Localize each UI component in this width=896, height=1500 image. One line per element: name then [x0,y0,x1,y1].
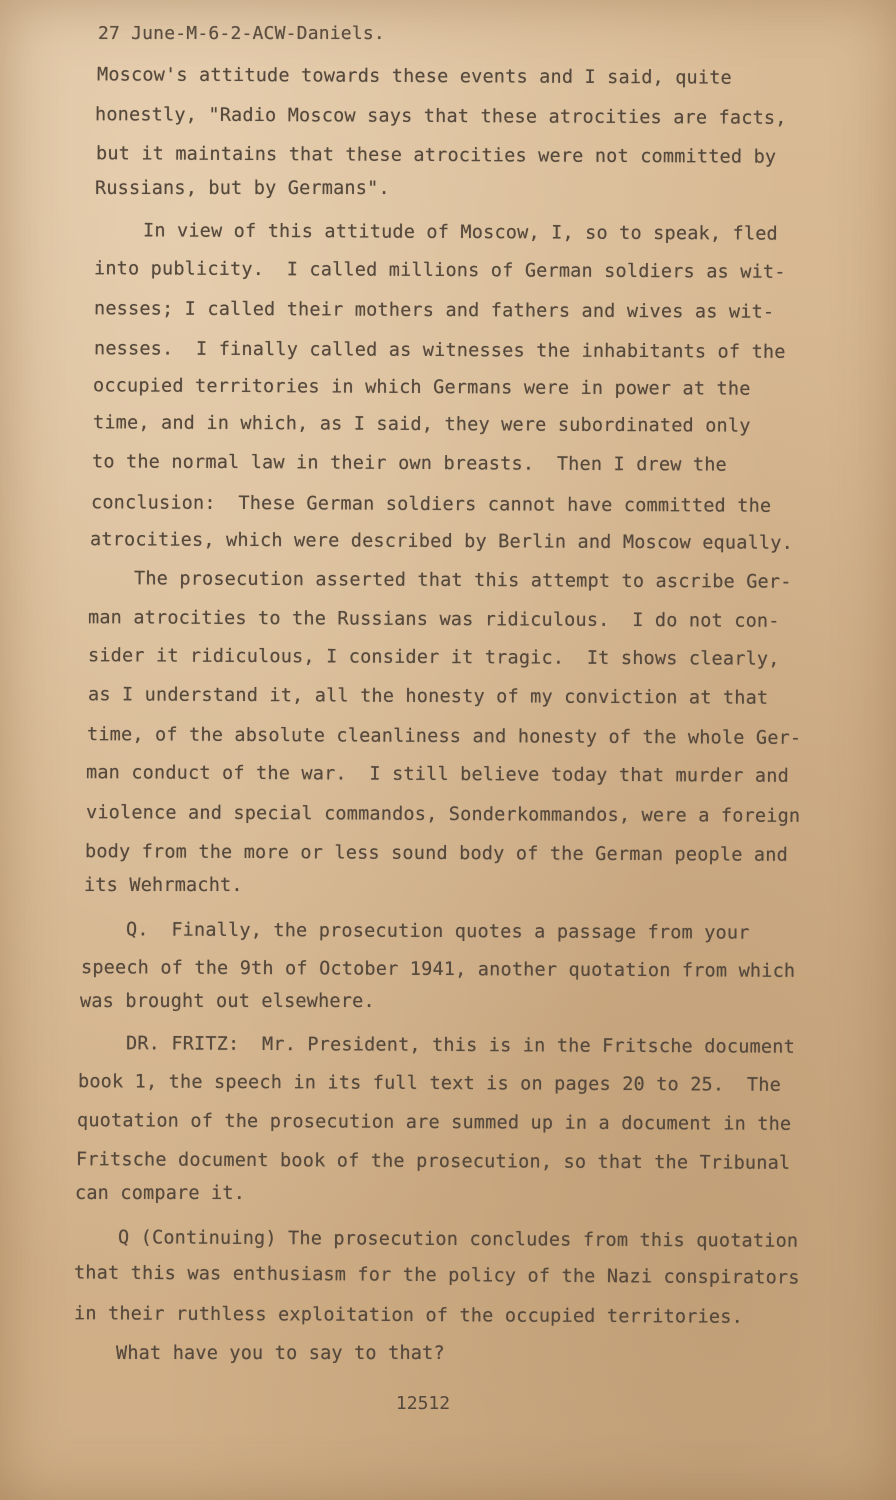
text-line: Moscow's attitude towards these events and I said, quite [96,64,732,89]
page-header: 27 June-M-6-2-ACW-Daniels. [98,23,385,44]
text-line: nesses; I called their mothers and fathers and wives as wit- [93,298,775,323]
text-line: its Wehrmacht. [84,875,243,896]
text-line: into publicity. I called millions of German soldiers as wit- [93,258,786,283]
text-line: as I understand it, all the honesty of my conviction at that [87,684,769,709]
text-line: violence and special commandos, Sonderkommandos, were a foreign [85,802,801,827]
text-line: Russians, but by Germans". [95,178,390,199]
text-line: Fritsche document book of the prosecution, so that the Tribunal [75,1149,791,1174]
text-line: but it maintains that these atrocities were not committed by [95,143,777,168]
text-line: time, and in which, as I said, they were subordinated only [92,412,751,437]
text-line: nesses. I finally called as witnesses the inhabitants of the [93,338,786,363]
text-line: to the normal law in their own breasts. Then I drew the [91,451,727,476]
text-line: body from the more or less sound body of the German people and [84,841,789,866]
text-line: honestly, "Radio Moscow says that these atrocities are facts, [94,104,787,129]
text-line: can compare it. [75,1183,246,1204]
text-line: that this was enthusiasm for the policy of the Nazi conspirators [73,1262,800,1289]
text-line: atrocities, which were described by Berlin and Moscow equally. [89,529,794,554]
text-line: speech of the 9th of October 1941, another quotation from which [80,957,796,982]
text-line: was brought out elsewhere. [80,991,375,1012]
text-line: man atrocities to the Russians was ridiculous. I do not con- [87,607,780,632]
text-line: conclusion: These German soldiers cannot have committed the [90,492,772,517]
text-line: DR. FRITZ: Mr. President, this is in the Fritsche document [125,1033,796,1058]
text-line: book 1, the speech in its full text is on pages 20 to 25. The [77,1071,782,1096]
text-line: in their ruthless exploitation of the occupied territories. [73,1303,744,1328]
text-line: occupied territories in which Germans were in power at the [92,375,751,400]
text-line: quotation of the prosecution are summed up in a document in the [76,1110,792,1135]
text-line: man conduct of the war. I still believe today that murder and [85,762,790,787]
text-line: Q (Continuing) The prosecution concludes from this quotation [117,1227,799,1252]
page-number: 12512 [395,1393,451,1414]
text-line: In view of this attitude of Moscow, I, so to speak, fled [142,220,778,245]
text-line: Q. Finally, the prosecution quotes a passage from your [125,919,750,944]
text-line: What have you to say to that? [116,1343,445,1364]
text-line: time, of the absolute cleanliness and honesty of the whole Ger- [86,724,802,749]
text-line: sider it ridiculous, I consider it tragic. It shows clearly, [87,645,780,670]
text-line: The prosecution asserted that this attempt to ascribe Ger- [133,568,792,593]
